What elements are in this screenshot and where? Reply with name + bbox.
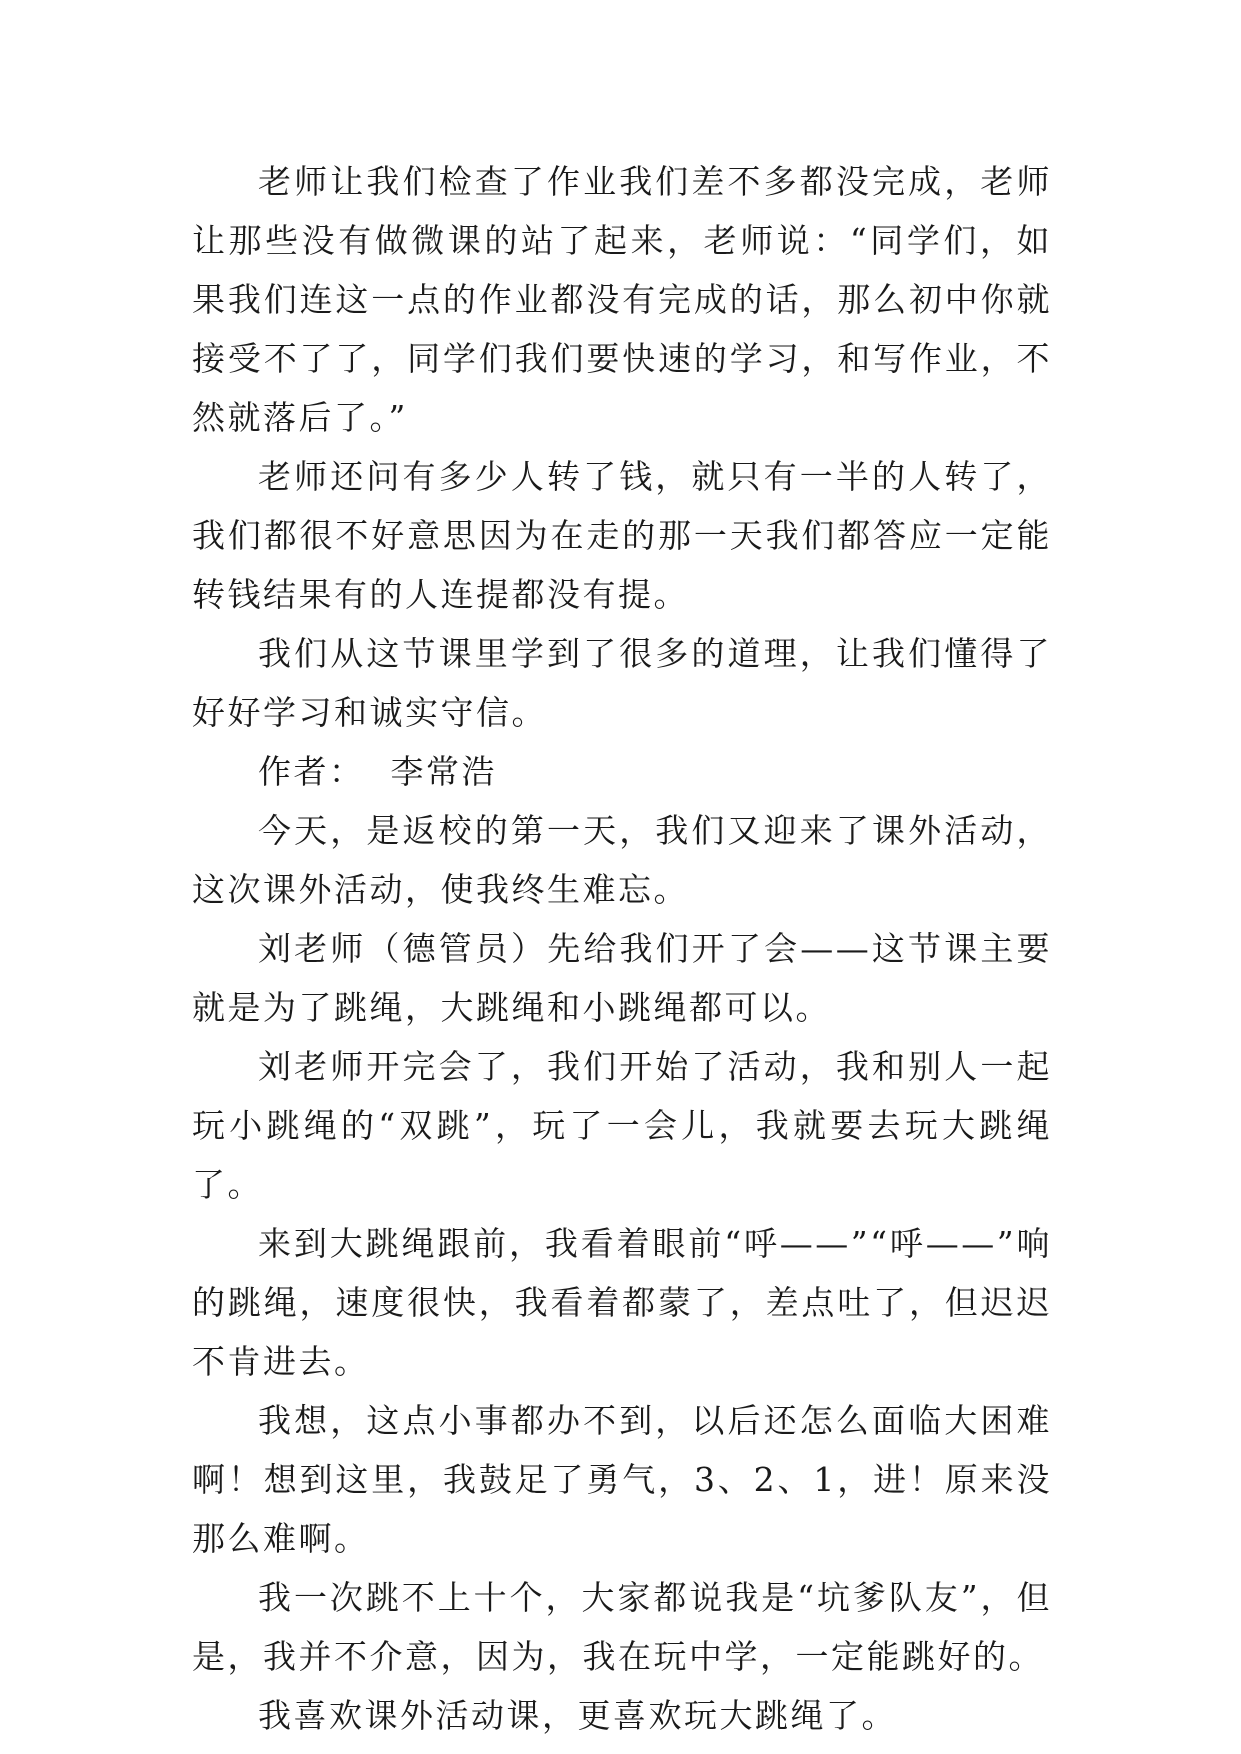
paragraph: 我喜欢课外活动课，更喜欢玩大跳绳了。 [258, 1696, 897, 1735]
paragraph: 我一次跳不上十个，大家都说我是“坑爹队友”，但是，我并不介意，因为，我在玩中学，一定能跳好的。 [192, 1578, 1052, 1676]
author-line [192, 742, 1052, 801]
paragraph: 我想，这点小事都办不到，以后还怎么面临大困难啊！想到这里，我鼓足了勇气，3、2、1，进！原来没那么难啊。 [192, 1401, 1052, 1558]
document-body [192, 152, 1052, 1745]
paragraph: 今天，是返校的第一天，我们又迎来了课外活动，这次课外活动，使我终生难忘。 [192, 811, 1052, 909]
paragraph: 来到大跳绳跟前，我看着眼前“呼——”“呼——”响的跳绳，速度很快，我看着都蒙了，差点吐了，但迟迟不肯进去。 [192, 1224, 1052, 1381]
paragraph: 我们从这节课里学到了很多的道理，让我们懂得了好好学习和诚实守信。 [192, 634, 1052, 732]
paragraph: 刘老师（德管员）先给我们开了会——这节课主要就是为了跳绳，大跳绳和小跳绳都可以。 [192, 929, 1052, 1027]
paragraph: 老师还问有多少人转了钱，就只有一半的人转了，我们都很不好意思因为在走的那一天我们都答应一定能转钱结果有的人连提都没有提。 [192, 457, 1052, 614]
author-name: 李常浩 [390, 752, 497, 791]
author-label: 作者： [258, 752, 365, 791]
paragraph: 老师让我们检查了作业我们差不多都没完成，老师让那些没有做微课的站了起来，老师说：“同学们，如果我们连这一点的作业都没有完成的话，那么初中你就接受不了了，同学们我们要快速的学习，和写作业，不然就落后了。” [192, 162, 1052, 437]
paragraph: 刘老师开完会了，我们开始了活动，我和别人一起玩小跳绳的“双跳”，玩了一会儿，我就要去玩大跳绳了。 [192, 1047, 1052, 1204]
